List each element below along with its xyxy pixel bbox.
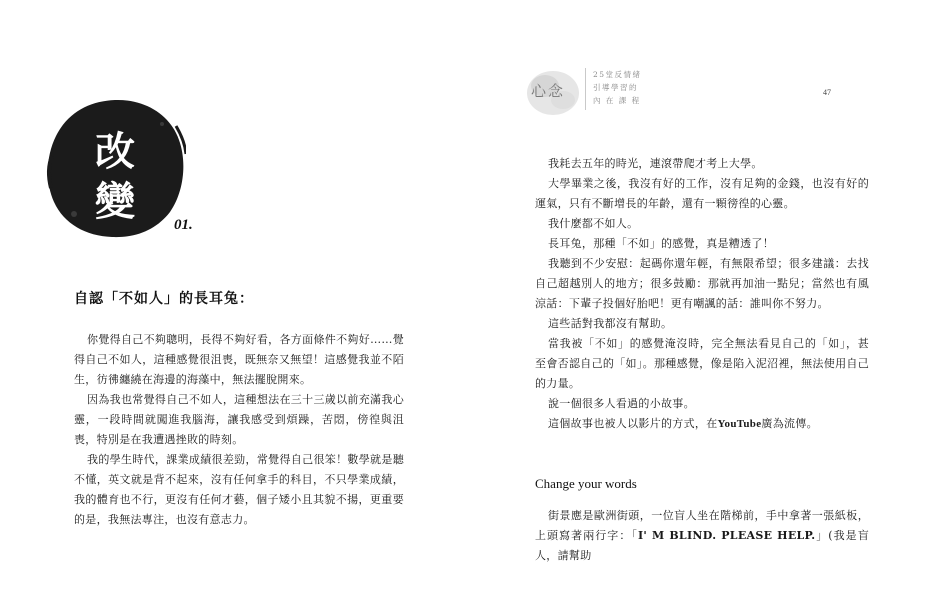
paragraph: 我聽到不少安慰：起碼你還年輕，有無限希望；很多建議：去找自己超越別人的地方；很多鼓勵：那就再加油一點兒；當然也有風涼話：下輩子投個好胎吧！更有嘲諷的話：誰叫你不努力。: [535, 257, 869, 310]
logo-text: 心念: [531, 82, 566, 100]
text-run: 」(我是盲人，請幫助: [535, 529, 869, 562]
header-line: 引導學習的: [593, 83, 638, 92]
youtube-text: YouTube: [717, 418, 762, 430]
right-page: [467, 0, 935, 609]
page-number: 47: [823, 88, 831, 97]
paragraph: 大學畢業之後，我沒有好的工作，沒有足夠的金錢，也沒有好的運氣，只有不斷增長的年齡，還有一顆徬徨的心靈。: [535, 177, 869, 210]
paragraph: 這些話對我都沒有幫助。: [548, 317, 673, 330]
paragraph: 我什麼都不如人。: [548, 217, 639, 230]
left-page: [0, 0, 467, 609]
text-run: 街景應是歐洲街頭，一位盲人坐在階梯前，手中拿著一張紙板，上頭寫著兩行字：「: [535, 509, 869, 542]
paragraph: 說一個很多人看過的小故事。: [548, 397, 695, 410]
paragraph: 我的學生時代，課業成績很差勁，常覺得自己很笨！數學就是聽不懂，英文就是背不起來，沒有任何拿手的科目，不只學業成績，我的體育也不行，更沒有任何才藝，個子矮小且其貌不揚，更重要的是，我無法專注，也沒有意志力。: [74, 453, 404, 526]
sub-heading: Change your words: [535, 476, 637, 491]
left-body-text: [74, 330, 404, 530]
header-divider: [585, 68, 586, 110]
text-run: 這個故事也被人以影片的方式，在: [548, 417, 718, 430]
book-logo: [523, 60, 583, 122]
paragraph: 當我被「不如」的感覺淹沒時，完全無法看見自己的「如」，甚至會否認自己的「如」。那種感覺，像是陷入泥沼裡，無法使用自己的力量。: [535, 337, 869, 390]
book-series-title: [593, 68, 642, 107]
paragraph: 長耳兔，那種「不如」的感覺，真是糟透了！: [548, 237, 774, 250]
badge-char-gai: 改: [95, 128, 135, 175]
text-run: 廣為流傳。: [761, 417, 818, 430]
right-body-text: [535, 154, 869, 434]
paragraph: 我耗去五年的時光，連滾帶爬才考上大學。: [548, 157, 763, 170]
section-heading: 自認「不如人」的長耳兔：: [74, 291, 254, 307]
paragraph: 因為我也常覺得自己不如人，這種想法在三十三歲以前充滿我心靈，一段時間就闖進我腦海，讓我感受到煩躁，苦悶，傍徨與沮喪，特別是在我遭遇挫敗的時刻。: [74, 393, 404, 446]
badge-char-bian: 變: [95, 178, 135, 225]
story-text: [535, 506, 869, 566]
paragraph: 你覺得自己不夠聰明，長得不夠好看，各方面條件不夠好……覺得自己不如人，這種感覺很沮喪，既無奈又無望！這感覺我並不陌生，彷彿纏繞在海邊的海藻中，無法擺脫開來。: [74, 333, 404, 386]
header-line: 25堂反情緒: [593, 70, 642, 79]
chapter-number: 01.: [174, 217, 193, 233]
header-line: 內 在 課 程: [593, 96, 641, 105]
paragraph: [535, 414, 869, 434]
sign-text: I' M BLIND. PLEASE HELP.: [637, 529, 816, 542]
paragraph: [535, 506, 869, 566]
chapter-badge: [44, 96, 186, 240]
